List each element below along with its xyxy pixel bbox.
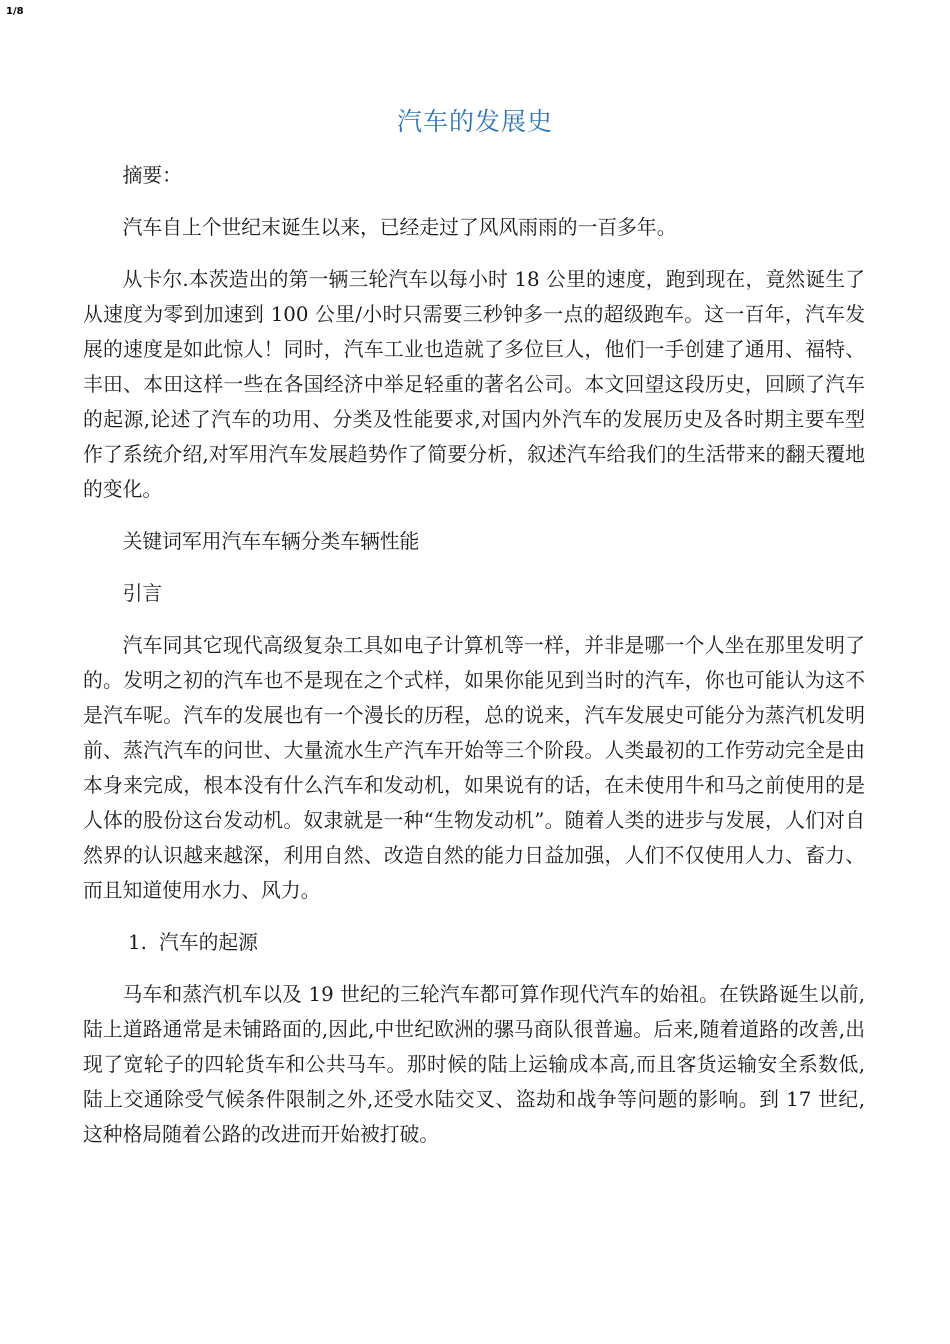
paragraph-intro-sentence: 汽车自上个世纪末诞生以来，已经走过了风风雨雨的一百多年。 [122,216,677,239]
abstract-label: 摘要： [122,164,182,187]
paragraph-abstract-body: 从卡尔.本茨造出的第一辆三轮汽车以每小时 18 公里的速度，跑到现在，竟然诞生了从速度为零到加速到 100 公里/小时只需要三秒钟多一点的超级跑车。这一百年，汽车发展的速度是如此惊人！同时，汽车工业也造就了多位巨人，他们一手创建了通用、福特、丰田、本田这样一些在各国经济中举足轻重的著名公司。本文回望这段历史，回顾了汽车的起源,论述了汽车的功用、分类及性能要求,对国内外汽车的发展历史及各时期主要车型作了系统介绍,对军用汽车发展趋势作了简要分析，叙述汽车给我们的生活带来的翻天覆地的变化。 [83,268,865,501]
document-title: 汽车的发展史 [396,107,553,136]
paragraph-introduction-body: 汽车同其它现代高级复杂工具如电子计算机等一样，并非是哪一个人坐在那里发明了的。发明之初的汽车也不是现在之个式样，如果你能见到当时的汽车，你也可能认为这不是汽车呢。汽车的发展也有一个漫长的历程，总的说来，汽车发展史可能分为蒸汽机发明前、蒸汽汽车的问世、大量流水生产汽车开始等三个阶段。人类最初的工作劳动完全是由本身来完成，根本没有什么汽车和发动机，如果说有的话，在未使用牛和马之前使用的是人体的股份这台发动机。奴隶就是一种“生物发动机”。随着人类的进步与发展，人们对自然界的认识越来越深，利用自然、改造自然的能力日益加强，人们不仅使用人力、畜力、而且知道使用水力、风力。 [83,634,865,902]
keywords-line: 关键词军用汽车车辆分类车辆性能 [122,530,420,553]
page-indicator: 1/8 [6,6,24,17]
section-number: 1. [128,931,147,954]
section-heading-origin [83,925,865,960]
document-body [83,158,865,1169]
introduction-heading: 引言 [122,582,163,605]
paragraph-origin-body: 马车和蒸汽机车以及 19 世纪的三轮汽车都可算作现代汽车的始祖。在铁路诞生以前,陆上道路通常是未铺路面的,因此,中世纪欧洲的骡马商队很普遍。后来,随着道路的改善,出现了宽轮子的四轮货车和公共马车。那时候的陆上运输成本高,而且客货运输安全系数低,陆上交通除受气候条件限制之外,还受水陆交叉、盗劫和战争等问题的影响。到 17 世纪,这种格局随着公路的改进而开始被打破。 [83,983,865,1146]
section-title: 汽车的起源 [159,931,258,954]
